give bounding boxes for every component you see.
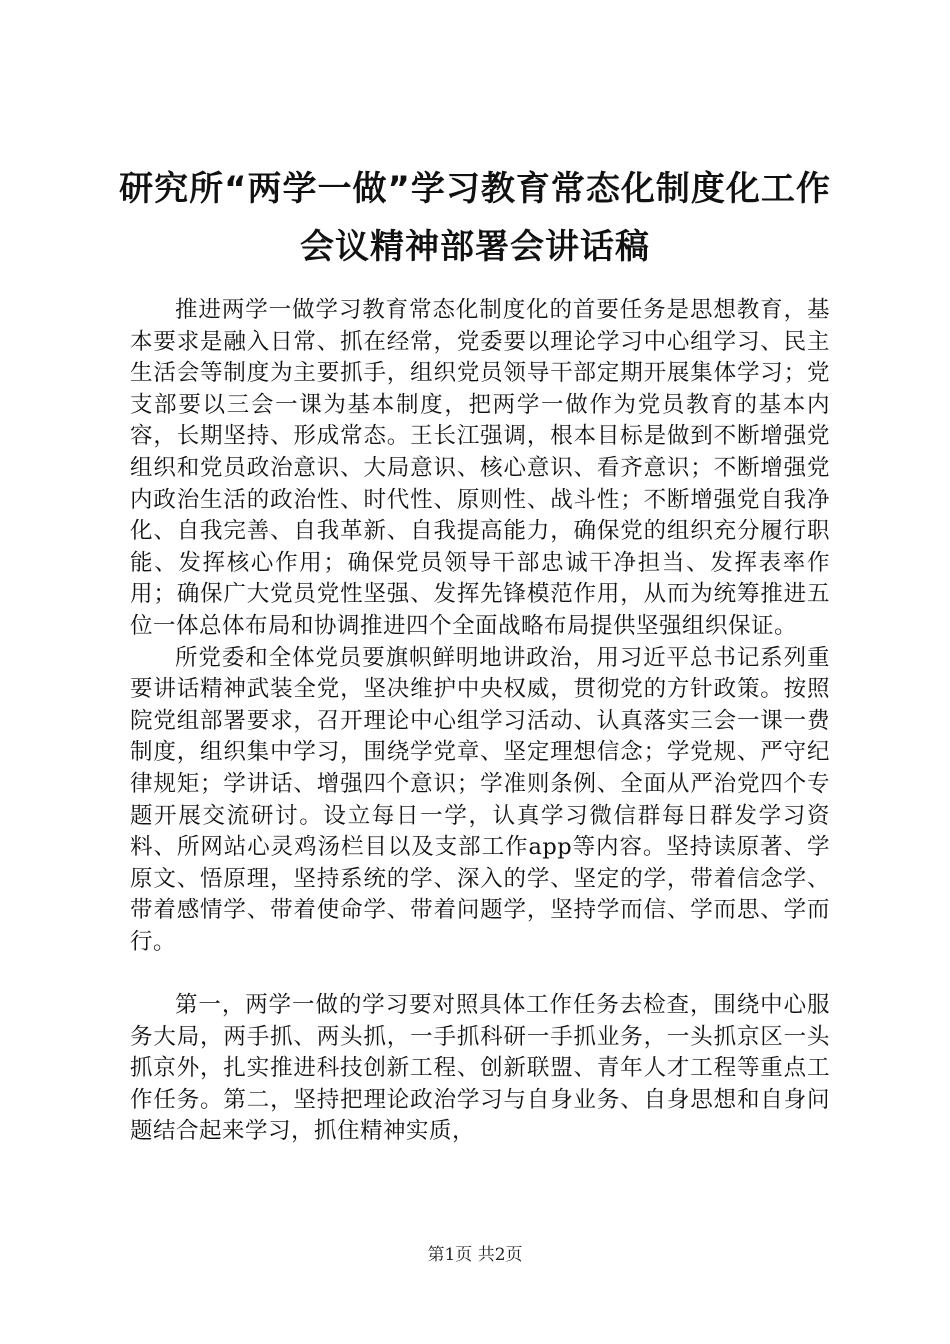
page-number-footer: 第1页 共2页	[427, 1245, 523, 1265]
document-title: 研究所“两学一做”学习教育常态化制度化工作会议精神部署会讲话稿	[119, 169, 831, 267]
paragraph-2: 所党委和全体党员要旗帜鲜明地讲政治，用习近平总书记系列重要讲话精神武装全党，坚决维护中央权威，贯彻党的方针政策。按照院党组部署要求，召开理论中心组学习活动、认真落实三会一课一费制度，组织集中学习，围绕学党章、坚定理想信念；学党规、严守纪律规矩；学讲话、增强四个意识；学准则条例、全面从严治党四个专题开展交流研讨。设立每日一学，认真学习微信群每日群发学习资料、所网站心灵鸡汤栏目以及支部工作app等内容。坚持读原著、学原文、悟原理，坚持系统的学、深入的学、坚定的学，带着信念学、带着感情学、带着使命学、带着问题学，坚持学而信、学而思、学而行。	[130, 644, 830, 955]
paragraph-3: 第一，两学一做的学习要对照具体工作任务去检查，围绕中心服务大局，两手抓、两头抓，一手抓科研一手抓业务，一头抓京区一头抓京外，扎实推进科技创新工程、创新联盟、青年人才工程等重点工作任务。第二，坚持把理论政治学习与自身业务、自身思想和自身问题结合起来学习，抓住精神实质，	[130, 992, 830, 1145]
paragraph-1: 推进两学一做学习教育常态化制度化的首要任务是思想教育，基本要求是融入日常、抓在经常，党委要以理论学习中心组学习、民主生活会等制度为主要抓手，组织党员领导干部定期开展集体学习；党支部要以三会一课为基本制度，把两学一做作为党员教育的基本内容，长期坚持、形成常态。王长江强调，根本目标是做到不断增强党组织和党员政治意识、大局意识、核心意识、看齐意识；不断增强党内政治生活的政治性、时代性、原则性、战斗性；不断增强党自我净化、自我完善、自我革新、自我提高能力，确保党的组织充分履行职能、发挥核心作用；确保党员领导干部忠诚干净担当、发挥表率作用；确保广大党员党性坚强、发挥先锋模范作用，从而为统筹推进五位一体总体布局和协调推进四个全面战略布局提供坚强组织保证。	[130, 297, 830, 639]
document-body	[130, 295, 830, 1148]
